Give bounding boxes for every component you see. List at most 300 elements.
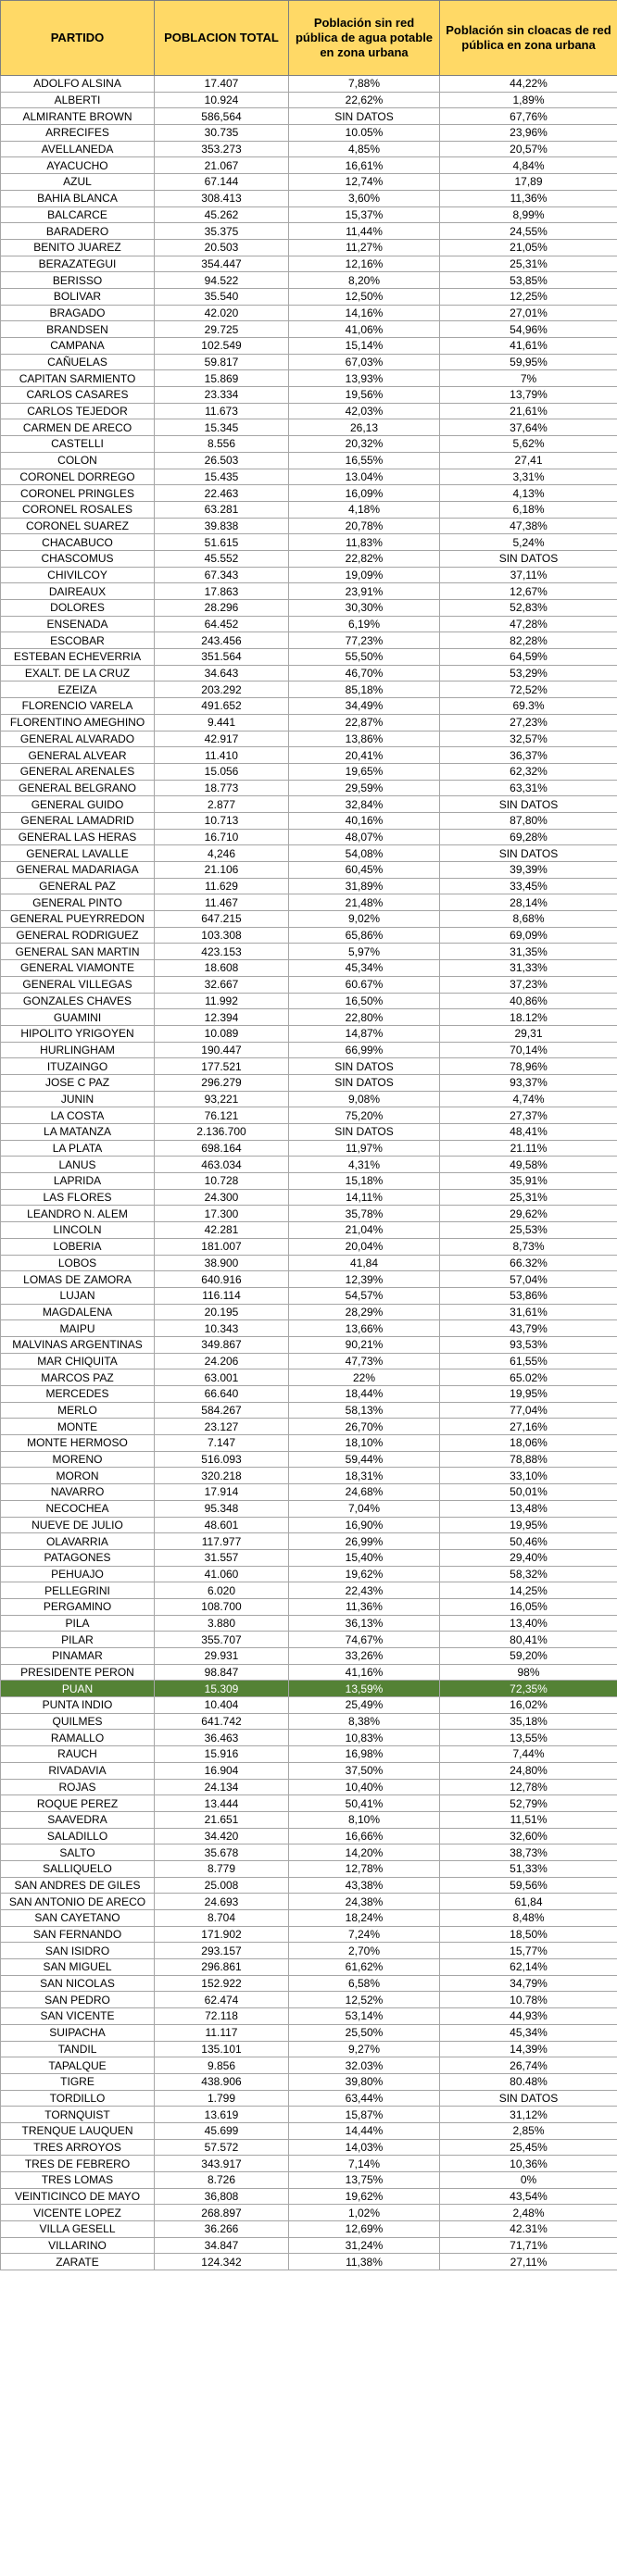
sin-agua-cell: 2,70% <box>289 1943 440 1959</box>
partido-cell: EZEIZA <box>1 682 155 698</box>
table-row <box>1 2041 617 2057</box>
poblacion-total-cell: 13.619 <box>155 2107 289 2123</box>
table-row <box>1 1206 617 1222</box>
sin-agua-cell: 10.05% <box>289 125 440 142</box>
table-row <box>1 583 617 600</box>
poblacion-total-cell: 308.413 <box>155 190 289 206</box>
sin-cloacas-cell: 87,80% <box>440 812 617 829</box>
sin-agua-cell: 7,04% <box>289 1500 440 1517</box>
sin-agua-cell: 54,57% <box>289 1287 440 1304</box>
poblacion-total-cell: 17.863 <box>155 583 289 600</box>
sin-agua-cell: 58,13% <box>289 1402 440 1419</box>
table-row <box>1 1189 617 1206</box>
sin-cloacas-cell: 82,28% <box>440 632 617 649</box>
table-row <box>1 1632 617 1648</box>
table-row <box>1 370 617 387</box>
poblacion-total-cell: 10.404 <box>155 1697 289 1714</box>
sin-cloacas-cell: 12,67% <box>440 583 617 600</box>
sin-cloacas-cell: 48,41% <box>440 1124 617 1141</box>
sin-agua-cell: 12,50% <box>289 288 440 305</box>
sin-agua-cell: 66,99% <box>289 1042 440 1058</box>
poblacion-total-cell: 15.435 <box>155 469 289 485</box>
sin-agua-cell: 53,14% <box>289 2008 440 2025</box>
table-row <box>1 1124 617 1141</box>
sin-agua-cell: 41,84 <box>289 1255 440 1271</box>
sin-agua-cell: 19,65% <box>289 763 440 780</box>
table-row <box>1 2024 617 2041</box>
sin-cloacas-cell: 2,85% <box>440 2122 617 2139</box>
sin-cloacas-cell: 8,68% <box>440 911 617 928</box>
table-row <box>1 1402 617 1419</box>
partido-cell: AZUL <box>1 174 155 191</box>
poblacion-total-cell: 296.279 <box>155 1074 289 1091</box>
partido-cell: TIGRE <box>1 2073 155 2090</box>
table-row <box>1 1943 617 1959</box>
sin-cloacas-cell: 16,05% <box>440 1598 617 1615</box>
partido-cell: MALVINAS ARGENTINAS <box>1 1336 155 1353</box>
sin-cloacas-cell: 71,71% <box>440 2237 617 2254</box>
sin-cloacas-cell: 25,53% <box>440 1222 617 1239</box>
poblacion-total-cell: 98.847 <box>155 1664 289 1681</box>
poblacion-total-cell: 29.725 <box>155 321 289 338</box>
sin-agua-cell: 90,21% <box>289 1336 440 1353</box>
poblacion-total-cell: 30.735 <box>155 125 289 142</box>
sin-cloacas-cell: 77,04% <box>440 1402 617 1419</box>
table-row <box>1 387 617 404</box>
poblacion-total-cell: 16.710 <box>155 829 289 845</box>
poblacion-total-cell: 102.549 <box>155 338 289 355</box>
partido-cell: PEHUAJO <box>1 1566 155 1582</box>
sin-cloacas-cell: 61,55% <box>440 1353 617 1369</box>
table-row <box>1 600 617 617</box>
sin-agua-cell: 4,18% <box>289 501 440 518</box>
partido-cell: BRANDSEN <box>1 321 155 338</box>
poblacion-total-cell: 177.521 <box>155 1058 289 1075</box>
sin-agua-cell: 77,23% <box>289 632 440 649</box>
partido-cell: GENERAL GUIDO <box>1 796 155 813</box>
sin-agua-cell: 34,49% <box>289 698 440 715</box>
poblacion-total-cell: 15.869 <box>155 370 289 387</box>
sin-cloacas-cell: 34,79% <box>440 1975 617 1992</box>
sin-agua-cell: 48,07% <box>289 829 440 845</box>
table-row <box>1 1074 617 1091</box>
sin-agua-cell: 22,80% <box>289 1009 440 1026</box>
poblacion-total-cell: 2.877 <box>155 796 289 813</box>
poblacion-total-cell: 320.218 <box>155 1468 289 1484</box>
sin-cloacas-cell: 27,16% <box>440 1419 617 1435</box>
table-row <box>1 1173 617 1190</box>
poblacion-total-cell: 24.206 <box>155 1353 289 1369</box>
table-row <box>1 1140 617 1157</box>
poblacion-total-cell: 353.273 <box>155 141 289 157</box>
table-row <box>1 1811 617 1828</box>
sin-cloacas-cell: 59,95% <box>440 354 617 370</box>
partido-cell: VEINTICINCO DE MAYO <box>1 2188 155 2205</box>
poblacion-total-cell: 463.034 <box>155 1157 289 1173</box>
partido-cell: MAR CHIQUITA <box>1 1353 155 1369</box>
sin-cloacas-cell: 59,20% <box>440 1648 617 1665</box>
partido-cell: VILLA GESELL <box>1 2221 155 2238</box>
sin-cloacas-cell: 23,96% <box>440 125 617 142</box>
sin-cloacas-cell: 25,31% <box>440 256 617 272</box>
partido-cell: PERGAMINO <box>1 1598 155 1615</box>
table-row <box>1 1926 617 1943</box>
poblacion-total-cell: 35.678 <box>155 1844 289 1861</box>
partido-cell: CARMEN DE ARECO <box>1 419 155 436</box>
poblacion-total-cell: 171.902 <box>155 1926 289 1943</box>
sin-cloacas-cell: 44,22% <box>440 76 617 93</box>
partido-cell: RAUCH <box>1 1746 155 1763</box>
poblacion-total-cell: 51.615 <box>155 534 289 551</box>
sin-cloacas-cell: 8,48% <box>440 1910 617 1927</box>
sin-cloacas-cell: SIN DATOS <box>440 550 617 567</box>
sin-agua-cell: 14,03% <box>289 2139 440 2156</box>
poblacion-total-cell: 7.147 <box>155 1435 289 1452</box>
partido-cell: GONZALES CHAVES <box>1 993 155 1009</box>
poblacion-total-cell: 67.343 <box>155 567 289 583</box>
poblacion-total-cell: 32.667 <box>155 976 289 993</box>
partido-cell: JUNIN <box>1 1091 155 1107</box>
table-row <box>1 878 617 894</box>
sin-agua-cell: 85,18% <box>289 682 440 698</box>
partido-cell: GENERAL PAZ <box>1 878 155 894</box>
sin-agua-cell: SIN DATOS <box>289 108 440 125</box>
table-row <box>1 2237 617 2254</box>
partido-cell: MAGDALENA <box>1 1304 155 1320</box>
partido-cell: DOLORES <box>1 600 155 617</box>
partido-cell: VICENTE LOPEZ <box>1 2205 155 2221</box>
table-row <box>1 1828 617 1844</box>
sin-cloacas-cell: 7% <box>440 370 617 387</box>
sin-agua-cell: 7,88% <box>289 76 440 93</box>
partido-cell: TANDIL <box>1 2041 155 2057</box>
sin-agua-cell: 46,70% <box>289 665 440 682</box>
table-row <box>1 1598 617 1615</box>
poblacion-total-cell: 491.652 <box>155 698 289 715</box>
sin-agua-cell: 20,41% <box>289 747 440 764</box>
table-row <box>1 452 617 469</box>
partido-cell: ESTEBAN ECHEVERRIA <box>1 649 155 666</box>
table-row <box>1 731 617 747</box>
partido-cell: LOBOS <box>1 1255 155 1271</box>
sin-cloacas-cell: 93,53% <box>440 1336 617 1353</box>
table-row <box>1 485 617 502</box>
table-row <box>1 1484 617 1501</box>
table-row <box>1 944 617 960</box>
sin-agua-cell: 54,08% <box>289 845 440 862</box>
table-row <box>1 2188 617 2205</box>
table-row <box>1 1648 617 1665</box>
sin-cloacas-cell: 25,31% <box>440 1189 617 1206</box>
sin-agua-cell: 12,16% <box>289 256 440 272</box>
sin-cloacas-cell: 31,33% <box>440 960 617 977</box>
sin-agua-cell: 19,56% <box>289 387 440 404</box>
table-row <box>1 2008 617 2025</box>
sin-agua-cell: 20,04% <box>289 1238 440 1255</box>
sin-cloacas-cell: 13,55% <box>440 1730 617 1746</box>
sin-cloacas-cell: 1,89% <box>440 92 617 108</box>
sin-agua-cell: 9,02% <box>289 911 440 928</box>
header-sin-cloacas: Población sin cloacas de red pública en zona urbana <box>440 1 617 76</box>
partido-cell: GENERAL BELGRANO <box>1 780 155 796</box>
partido-cell: FLORENTINO AMEGHINO <box>1 714 155 731</box>
poblacion-total-cell: 10.924 <box>155 92 289 108</box>
table-row <box>1 1091 617 1107</box>
sin-agua-cell: 43,38% <box>289 1877 440 1894</box>
table-row <box>1 1992 617 2008</box>
sin-cloacas-cell: 8,99% <box>440 206 617 223</box>
sin-agua-cell: 12,39% <box>289 1271 440 1288</box>
sin-cloacas-cell: 51,33% <box>440 1860 617 1877</box>
poblacion-total-cell: 9.441 <box>155 714 289 731</box>
partido-cell: GUAMINI <box>1 1009 155 1026</box>
table-row <box>1 1582 617 1599</box>
partido-cell: BERAZATEGUI <box>1 256 155 272</box>
sin-agua-cell: 60.67% <box>289 976 440 993</box>
poblacion-total-cell: 516.093 <box>155 1451 289 1468</box>
sin-cloacas-cell: 80.48% <box>440 2073 617 2090</box>
partido-cell: ALMIRANTE BROWN <box>1 108 155 125</box>
partido-cell: GENERAL MADARIAGA <box>1 862 155 879</box>
partido-cell: RIVADAVIA <box>1 1762 155 1779</box>
poblacion-total-cell: 45.699 <box>155 2122 289 2139</box>
poblacion-total-cell: 18.608 <box>155 960 289 977</box>
partido-cell: MAIPU <box>1 1320 155 1337</box>
sin-cloacas-cell: 14,25% <box>440 1582 617 1599</box>
sin-cloacas-cell: 33,45% <box>440 878 617 894</box>
partido-cell: GENERAL ARENALES <box>1 763 155 780</box>
poblacion-total-cell: 21.651 <box>155 1811 289 1828</box>
table-row <box>1 960 617 977</box>
sin-cloacas-cell: 50,01% <box>440 1484 617 1501</box>
poblacion-total-cell: 21.106 <box>155 862 289 879</box>
poblacion-total-cell: 39.838 <box>155 518 289 534</box>
sin-cloacas-cell: 31,61% <box>440 1304 617 1320</box>
sin-agua-cell: 32,84% <box>289 796 440 813</box>
table-row <box>1 469 617 485</box>
sin-agua-cell: 22,43% <box>289 1582 440 1599</box>
sin-agua-cell: 42,03% <box>289 403 440 419</box>
partido-cell: COLON <box>1 452 155 469</box>
partido-cell: SAAVEDRA <box>1 1811 155 1828</box>
table-row <box>1 1025 617 1042</box>
sin-agua-cell: 26,99% <box>289 1533 440 1550</box>
sin-agua-cell: 16,55% <box>289 452 440 469</box>
table-row <box>1 845 617 862</box>
poblacion-total-cell: 24.134 <box>155 1779 289 1795</box>
sin-cloacas-cell: 18,50% <box>440 1926 617 1943</box>
sin-cloacas-cell: 21,61% <box>440 403 617 419</box>
sin-agua-cell: 22,62% <box>289 92 440 108</box>
sin-cloacas-cell: 27,11% <box>440 2254 617 2270</box>
partido-cell: ADOLFO ALSINA <box>1 76 155 93</box>
partido-cell: LAPRIDA <box>1 1173 155 1190</box>
sin-cloacas-cell: 64,59% <box>440 649 617 666</box>
sin-agua-cell: 36,13% <box>289 1615 440 1632</box>
sin-cloacas-cell: 4,13% <box>440 485 617 502</box>
sin-cloacas-cell: 4,74% <box>440 1091 617 1107</box>
table-row <box>1 256 617 272</box>
sin-cloacas-cell: 32,57% <box>440 731 617 747</box>
poblacion-total-cell: 181.007 <box>155 1238 289 1255</box>
table-row <box>1 2205 617 2221</box>
sin-cloacas-cell: 24,80% <box>440 1762 617 1779</box>
sin-agua-cell: SIN DATOS <box>289 1058 440 1075</box>
sin-agua-cell: 22% <box>289 1369 440 1386</box>
table-row <box>1 763 617 780</box>
partido-cell: PILA <box>1 1615 155 1632</box>
partido-cell: SAN VICENTE <box>1 2008 155 2025</box>
partido-cell: HIPOLITO YRIGOYEN <box>1 1025 155 1042</box>
partido-cell: CARLOS TEJEDOR <box>1 403 155 419</box>
poblacion-total-cell: 15.056 <box>155 763 289 780</box>
poblacion-total-cell: 24.300 <box>155 1189 289 1206</box>
poblacion-total-cell: 36.266 <box>155 2221 289 2238</box>
sin-agua-cell: 41,06% <box>289 321 440 338</box>
sin-cloacas-cell: 19,95% <box>440 1386 617 1403</box>
sin-agua-cell: 22,82% <box>289 550 440 567</box>
partido-cell: JOSE C PAZ <box>1 1074 155 1091</box>
table-row <box>1 92 617 108</box>
poblacion-total-cell: 76.121 <box>155 1107 289 1124</box>
partido-cell: RAMALLO <box>1 1730 155 1746</box>
sin-cloacas-cell: 25,45% <box>440 2139 617 2156</box>
table-row <box>1 436 617 453</box>
table-row <box>1 550 617 567</box>
table-row <box>1 403 617 419</box>
partido-cell: TAPALQUE <box>1 2057 155 2074</box>
sin-cloacas-cell: 37,23% <box>440 976 617 993</box>
header-sin-agua: Población sin red pública de agua potable en zona urbana <box>289 1 440 76</box>
table-row <box>1 1451 617 1468</box>
poblacion-total-cell: 10.713 <box>155 812 289 829</box>
table-row <box>1 780 617 796</box>
sin-agua-cell: 7,24% <box>289 1926 440 1943</box>
partido-cell: TORNQUIST <box>1 2107 155 2123</box>
table-row <box>1 321 617 338</box>
sin-cloacas-cell: 61,84 <box>440 1894 617 1910</box>
sin-agua-cell: 14,16% <box>289 305 440 321</box>
poblacion-total-cell: 641.742 <box>155 1713 289 1730</box>
sin-cloacas-cell: 3,31% <box>440 469 617 485</box>
sin-cloacas-cell: 31,35% <box>440 944 617 960</box>
poblacion-total-cell: 20.503 <box>155 239 289 256</box>
sin-agua-cell: 19,62% <box>289 2188 440 2205</box>
sin-agua-cell: 12,52% <box>289 1992 440 2008</box>
sin-agua-cell: 13.04% <box>289 469 440 485</box>
table-row <box>1 714 617 731</box>
sin-agua-cell: 16,50% <box>289 993 440 1009</box>
sin-cloacas-cell: 42.31% <box>440 2221 617 2238</box>
sin-cloacas-cell: 20,57% <box>440 141 617 157</box>
table-row <box>1 76 617 93</box>
poblacion-total-cell: 23.127 <box>155 1419 289 1435</box>
partido-cell: LA MATANZA <box>1 1124 155 1141</box>
sin-cloacas-cell: 69,28% <box>440 829 617 845</box>
partido-cell: PINAMAR <box>1 1648 155 1665</box>
table-row <box>1 1566 617 1582</box>
table-row <box>1 862 617 879</box>
sin-agua-cell: 11,27% <box>289 239 440 256</box>
poblacion-total-cell: 63.001 <box>155 1369 289 1386</box>
poblacion-total-cell: 354.447 <box>155 256 289 272</box>
partido-cell: LOBERIA <box>1 1238 155 1255</box>
partido-cell: BENITO JUAREZ <box>1 239 155 256</box>
sin-cloacas-cell: 69,09% <box>440 927 617 944</box>
table-row <box>1 1009 617 1026</box>
partido-cell: SUIPACHA <box>1 2024 155 2041</box>
sin-cloacas-cell: 13,48% <box>440 1500 617 1517</box>
sin-agua-cell: 75,20% <box>289 1107 440 1124</box>
table-row <box>1 1435 617 1452</box>
poblacion-total-cell: 135.101 <box>155 2041 289 2057</box>
sin-cloacas-cell: 66.32% <box>440 1255 617 1271</box>
sin-cloacas-cell: 52,79% <box>440 1795 617 1812</box>
table-row <box>1 206 617 223</box>
poblacion-total-cell: 35.540 <box>155 288 289 305</box>
sin-cloacas-cell: 70,14% <box>440 1042 617 1058</box>
table-row <box>1 1238 617 1255</box>
table-row-highlighted <box>1 1681 617 1697</box>
sin-cloacas-cell: 98% <box>440 1664 617 1681</box>
sin-agua-cell: 14,20% <box>289 1844 440 1861</box>
table-row <box>1 534 617 551</box>
table-row <box>1 698 617 715</box>
sin-cloacas-cell: 17,89 <box>440 174 617 191</box>
sin-agua-cell: 67,03% <box>289 354 440 370</box>
sin-cloacas-cell: 78,96% <box>440 1058 617 1075</box>
partido-cell: GENERAL ALVEAR <box>1 747 155 764</box>
table-row <box>1 1058 617 1075</box>
partido-cell: QUILMES <box>1 1713 155 1730</box>
table-row <box>1 1304 617 1320</box>
sin-cloacas-cell: 21,05% <box>440 239 617 256</box>
sin-agua-cell: 3,60% <box>289 190 440 206</box>
poblacion-total-cell: 584.267 <box>155 1402 289 1419</box>
partido-cell: GENERAL LAS HERAS <box>1 829 155 845</box>
sin-cloacas-cell: 45,34% <box>440 2024 617 2041</box>
sin-agua-cell: 11,36% <box>289 1598 440 1615</box>
table-row <box>1 2172 617 2189</box>
sin-cloacas-cell: 29,62% <box>440 1206 617 1222</box>
table-row <box>1 1255 617 1271</box>
sin-agua-cell: 45,34% <box>289 960 440 977</box>
partido-cell: ROQUE PEREZ <box>1 1795 155 1812</box>
table-row <box>1 2254 617 2270</box>
table-row <box>1 125 617 142</box>
partido-cell: CAMPANA <box>1 338 155 355</box>
sin-agua-cell: 12,69% <box>289 2221 440 2238</box>
poblacion-total-cell: 15.345 <box>155 419 289 436</box>
poblacion-total-cell: 64.452 <box>155 616 289 632</box>
table-row <box>1 976 617 993</box>
sin-cloacas-cell: 69.3% <box>440 698 617 715</box>
partido-cell: SAN ISIDRO <box>1 1943 155 1959</box>
table-row <box>1 1844 617 1861</box>
partido-cell: GENERAL LAMADRID <box>1 812 155 829</box>
poblacion-total-cell: 29.931 <box>155 1648 289 1665</box>
sin-cloacas-cell: 40,86% <box>440 993 617 1009</box>
sin-agua-cell: 13,75% <box>289 2172 440 2189</box>
poblacion-total-cell: 586,564 <box>155 108 289 125</box>
sin-cloacas-cell: 8,73% <box>440 1238 617 1255</box>
partido-cell: LEANDRO N. ALEM <box>1 1206 155 1222</box>
poblacion-total-cell: 293.157 <box>155 1943 289 1959</box>
sin-cloacas-cell: 4,84% <box>440 157 617 174</box>
partido-cell: ESCOBAR <box>1 632 155 649</box>
poblacion-total-cell: 15.916 <box>155 1746 289 1763</box>
sin-agua-cell: 61,62% <box>289 1959 440 1976</box>
